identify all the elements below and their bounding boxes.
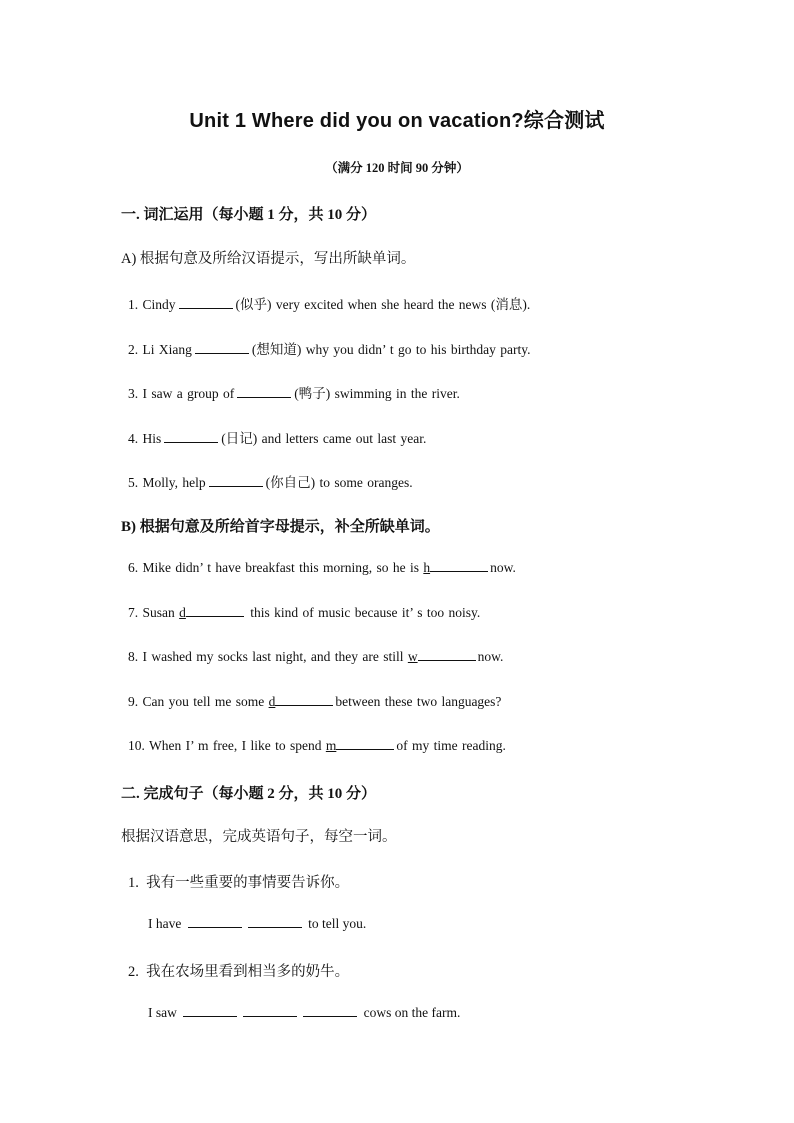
answer-blank[interactable] — [248, 926, 302, 928]
answer-blank[interactable] — [418, 659, 476, 661]
answer-blank[interactable] — [186, 615, 244, 617]
question-1 — [128, 293, 530, 313]
question-text: 3. I saw a group of — [128, 386, 235, 401]
answer-blank[interactable] — [243, 1015, 297, 1017]
item-number: 1. — [128, 875, 139, 891]
question-text: 5. Molly, help — [128, 475, 206, 490]
translation-item-1-english — [148, 916, 366, 932]
question-2 — [128, 338, 530, 358]
question-5 — [128, 471, 413, 491]
question-text-end: of my time reading. — [396, 738, 506, 753]
partA-instruction: A) 根据句意及所给汉语提示，写出所缺单词。 — [121, 251, 416, 267]
answer-blank[interactable] — [179, 307, 233, 309]
answer-blank[interactable] — [303, 1015, 357, 1017]
question-10 — [128, 738, 506, 754]
question-hint: (想知道) why you didn’ t go to his birthday party. — [251, 342, 531, 357]
question-4 — [128, 427, 426, 447]
question-text-end: now. — [477, 649, 504, 664]
translation-item-2-chinese — [128, 960, 349, 981]
question-9 — [128, 694, 501, 710]
question-hint: (你自己) to some oranges. — [265, 475, 413, 490]
question-text: 10. When I’ m free, I like to spend — [128, 738, 326, 753]
item-number: 2. — [128, 964, 139, 980]
section1-heading: 一. 词汇运用（每小题 1 分，共 10 分） — [121, 207, 377, 223]
initial-letter: d — [179, 605, 186, 620]
question-hint: (似乎) very excited when she heard the news (消息). — [235, 297, 531, 312]
partB-instruction: B) 根据句意及所给首字母提示，补全所缺单词。 — [121, 519, 440, 535]
chinese-prompt: 我在农场里看到相当多的奶牛。 — [146, 964, 350, 980]
question-text-end: between these two languages? — [335, 694, 502, 709]
answer-blank[interactable] — [336, 748, 394, 750]
initial-letter: w — [407, 649, 418, 664]
question-hint: (鸭子) swimming in the river. — [294, 386, 460, 401]
initial-letter: h — [423, 560, 431, 575]
answer-blank[interactable] — [237, 396, 291, 398]
sentence-end: cows on the farm. — [363, 1005, 461, 1020]
question-8 — [128, 649, 503, 665]
question-3 — [128, 382, 460, 402]
answer-blank[interactable] — [195, 352, 249, 354]
section2-heading: 二. 完成句子（每小题 2 分，共 10 分） — [121, 786, 377, 802]
initial-letter: d — [268, 694, 276, 709]
question-text: 6. Mike didn’ t have breakfast this morning, so he is — [128, 560, 424, 575]
question-text: 2. Li Xiang — [128, 342, 192, 357]
question-text-end: this kind of music because it’ s too noisy. — [245, 605, 481, 620]
section2-instruction: 根据汉语意思，完成英语句子，每空一词。 — [121, 829, 397, 845]
answer-blank[interactable] — [164, 441, 218, 443]
answer-blank[interactable] — [188, 926, 242, 928]
sentence-end: to tell you. — [308, 916, 367, 931]
question-hint: (日记) and letters came out last year. — [221, 431, 427, 446]
answer-blank[interactable] — [209, 485, 263, 487]
question-text: 4. His — [128, 431, 162, 446]
question-7 — [128, 605, 480, 621]
question-6 — [128, 560, 516, 576]
page-title: Unit 1 Where did you on vacation?综合测试 — [189, 110, 605, 132]
initial-letter: m — [325, 738, 337, 753]
translation-item-1-chinese — [128, 871, 349, 892]
question-text: 9. Can you tell me some — [128, 694, 269, 709]
translation-item-2-english — [148, 1005, 460, 1021]
question-text: 8. I washed my socks last night, and they are still — [128, 649, 408, 664]
score-time-note: （满分 120 时间 90 分钟） — [325, 161, 469, 175]
chinese-prompt: 我有一些重要的事情要告诉你。 — [146, 875, 350, 891]
answer-blank[interactable] — [183, 1015, 237, 1017]
answer-blank[interactable] — [275, 704, 333, 706]
sentence-start: I have — [148, 916, 182, 931]
question-text: 1. Cindy — [128, 297, 176, 312]
question-text-end: now. — [490, 560, 516, 575]
answer-blank[interactable] — [430, 570, 488, 572]
question-text: 7. Susan — [128, 605, 180, 620]
sentence-start: I saw — [148, 1005, 177, 1020]
